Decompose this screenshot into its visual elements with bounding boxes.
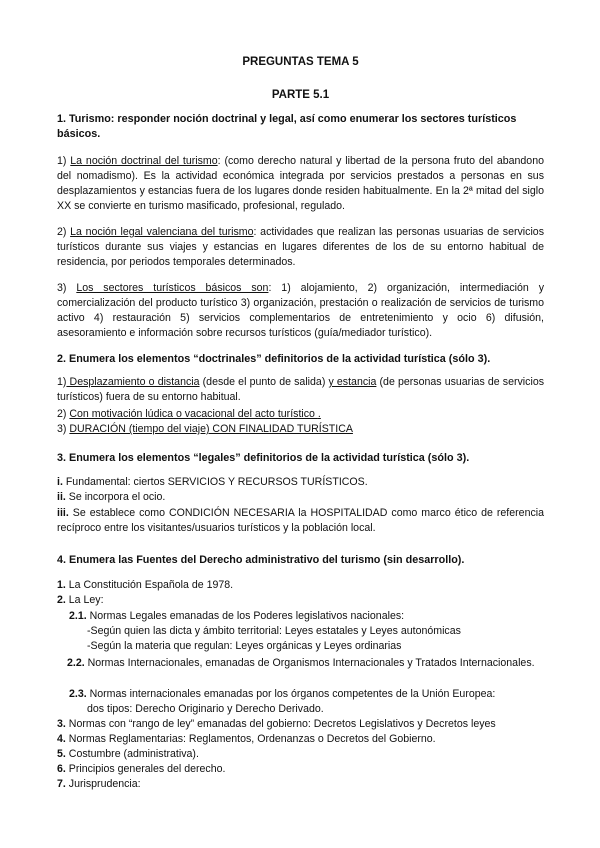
q4-l7-number: 7. <box>57 778 66 790</box>
q3-item-3 <box>57 506 544 536</box>
q2-item-1 <box>57 375 544 405</box>
q4-l1-number: 1. <box>57 579 66 591</box>
q2-i1-term: Desplazamiento o distancia <box>66 376 200 388</box>
question-1-heading: 1. Turismo: responder noción doctrinal y legal, así como enumerar los sectores turísticos básicos. <box>57 113 517 140</box>
q4-item-5 <box>57 747 544 762</box>
q4-item-1 <box>57 578 544 593</box>
q1-p1-text: : (como derecho natural y libertad de la persona fruto del abandono del nomadismo). Es la actividad económica integrada por servicios prestados a personas en sus desplazamientos y estancias fuera de los lugares donde residen habitualmente. En la 2ª mitad del siglo XX se convierte en turismo masificado, profesional, regulado. <box>57 155 544 212</box>
q4-item-2-1 <box>57 609 556 624</box>
q2-item-2 <box>57 407 544 422</box>
q4-l3-text: Normas con “rango de ley” emanadas del gobierno: Decretos Legislativos y Decretos leyes <box>65 718 496 730</box>
page-title: PREGUNTAS TEMA 5 <box>242 56 359 68</box>
question-3-heading: 3. Enumera los elementos “legales” definitorios de la actividad turística (sólo 3). <box>57 452 470 464</box>
q4-l21-number: 2.1. <box>69 610 87 622</box>
q1-p2-term: La noción legal valenciana del turismo <box>70 226 254 238</box>
q4-l5-number: 5. <box>57 748 66 760</box>
q4-l22-number: 2.2. <box>67 657 85 669</box>
q1-p1-term: La noción doctrinal del turismo <box>70 155 218 167</box>
q4-item-3 <box>57 717 544 732</box>
q4-l4-text: Normas Reglamentarias: Reglamentos, Ordenanzas o Decretos del Gobierno. <box>65 733 436 745</box>
q4-item-2-1-a: -Según quien las dicta y ámbito territorial: Leyes estatales y Leyes autonómicas <box>87 625 461 637</box>
q3-i2-text: Se incorpora el ocio. <box>65 491 166 503</box>
q4-item-2-1-b: -Según la materia que regulan: Leyes orgánicas y Leyes ordinarias <box>87 640 402 652</box>
q2-i3-number: 3) <box>57 423 70 435</box>
q3-i2-number: ii. <box>57 491 66 503</box>
q1-p2-text: : actividades que realizan las personas usuarias de servicios turísticos durante sus viajes y estancias en lugares diferentes de los de su entorno habitual de residencia, por periodos temporales determinados. <box>57 226 544 268</box>
question-4-heading: 4. Enumera las Fuentes del Derecho administrativo del turismo (sin desarrollo). <box>57 554 465 566</box>
q4-item-4 <box>57 732 544 747</box>
q1-paragraph-2 <box>57 225 544 270</box>
q2-i3-term: DURACIÓN (tiempo del viaje) CON FINALIDAD TURÍSTICA <box>69 423 353 435</box>
q4-l2-text: La Ley: <box>65 594 104 606</box>
q3-i3-text: Se establece como CONDICIÓN NECESARIA la HOSPITALIDAD como marco ético de referencia recíproco entre los visitantes/usuarios turísticos y la población local. <box>57 507 544 534</box>
q2-i1-text: (de personas usuarias de servicios turísticos) fuera de su entorno habitual. <box>57 376 545 403</box>
q3-i3-number: iii. <box>57 507 69 519</box>
q1-p1-number: 1) <box>57 155 71 167</box>
q4-l21-text: Normas Legales emanadas de los Poderes legislativos nacionales: <box>86 610 405 622</box>
q3-i1-number: i. <box>57 476 63 488</box>
q4-item-7 <box>57 777 544 792</box>
q4-l3-number: 3. <box>57 718 66 730</box>
q4-l2-number: 2. <box>57 594 66 606</box>
q1-p3-term: Los sectores turísticos básicos son <box>76 282 269 294</box>
question-2-heading: 2. Enumera los elementos “doctrinales” definitorios de la actividad turística (sólo 3). <box>57 353 491 365</box>
q1-p2-number: 2) <box>57 226 71 238</box>
q1-p3-text: : 1) alojamiento, 2) organización, intermediación y comercialización del producto turístico 3) organización, prestación o realización de servicios de turismo activo 4) restauración 5) servicios complementarios de entretenimiento y ocio 6) difusión, asesoramiento e información sobre recursos turísticos (guía/mediador turístico). <box>57 282 544 339</box>
q1-paragraph-1 <box>57 154 544 214</box>
q4-item-2-3-a: dos tipos: Derecho Originario y Derecho Derivado. <box>87 703 324 715</box>
q4-l4-number: 4. <box>57 733 66 745</box>
q4-item-6 <box>57 762 544 777</box>
q4-l1-text: La Constitución Española de 1978. <box>65 579 234 591</box>
q3-i1-text: Fundamental: ciertos SERVICIOS Y RECURSOS TURÍSTICOS. <box>62 476 368 488</box>
q4-item-2-3 <box>57 687 556 702</box>
q2-i2-end: . <box>317 408 321 420</box>
q2-i2-number: 2) <box>57 408 70 420</box>
q4-l6-text: Principios generales del derecho. <box>65 763 226 775</box>
q2-i1-number: 1) <box>57 376 67 388</box>
q3-item-2 <box>57 490 544 505</box>
q4-l6-number: 6. <box>57 763 66 775</box>
q4-l22-text: Normas Internacionales, emanadas de Organismos Internacionales y Tratados Internacionales. <box>84 657 535 669</box>
q2-item-3 <box>57 422 544 437</box>
q4-l23-number: 2.3. <box>69 688 87 700</box>
q4-l7-text: Jurisprudencia: <box>65 778 141 790</box>
q1-p3-number: 3) <box>57 282 77 294</box>
q4-item-2-2 <box>57 656 544 671</box>
q4-item-2 <box>57 593 544 608</box>
q2-i1-mid: (desde el punto de salida) <box>199 376 329 388</box>
part-title: PARTE 5.1 <box>271 89 330 101</box>
q4-l5-text: Costumbre (administrativa). <box>65 748 199 760</box>
q3-item-1 <box>57 475 544 490</box>
q2-i2-term: Con motivación lúdica o vacacional del acto turístico <box>69 408 318 420</box>
q1-paragraph-3 <box>57 281 544 341</box>
q2-i1-term2: y estancia <box>328 376 377 388</box>
q4-l23-text: Normas internacionales emanadas por los órganos competentes de la Unión Europea: <box>86 688 496 700</box>
